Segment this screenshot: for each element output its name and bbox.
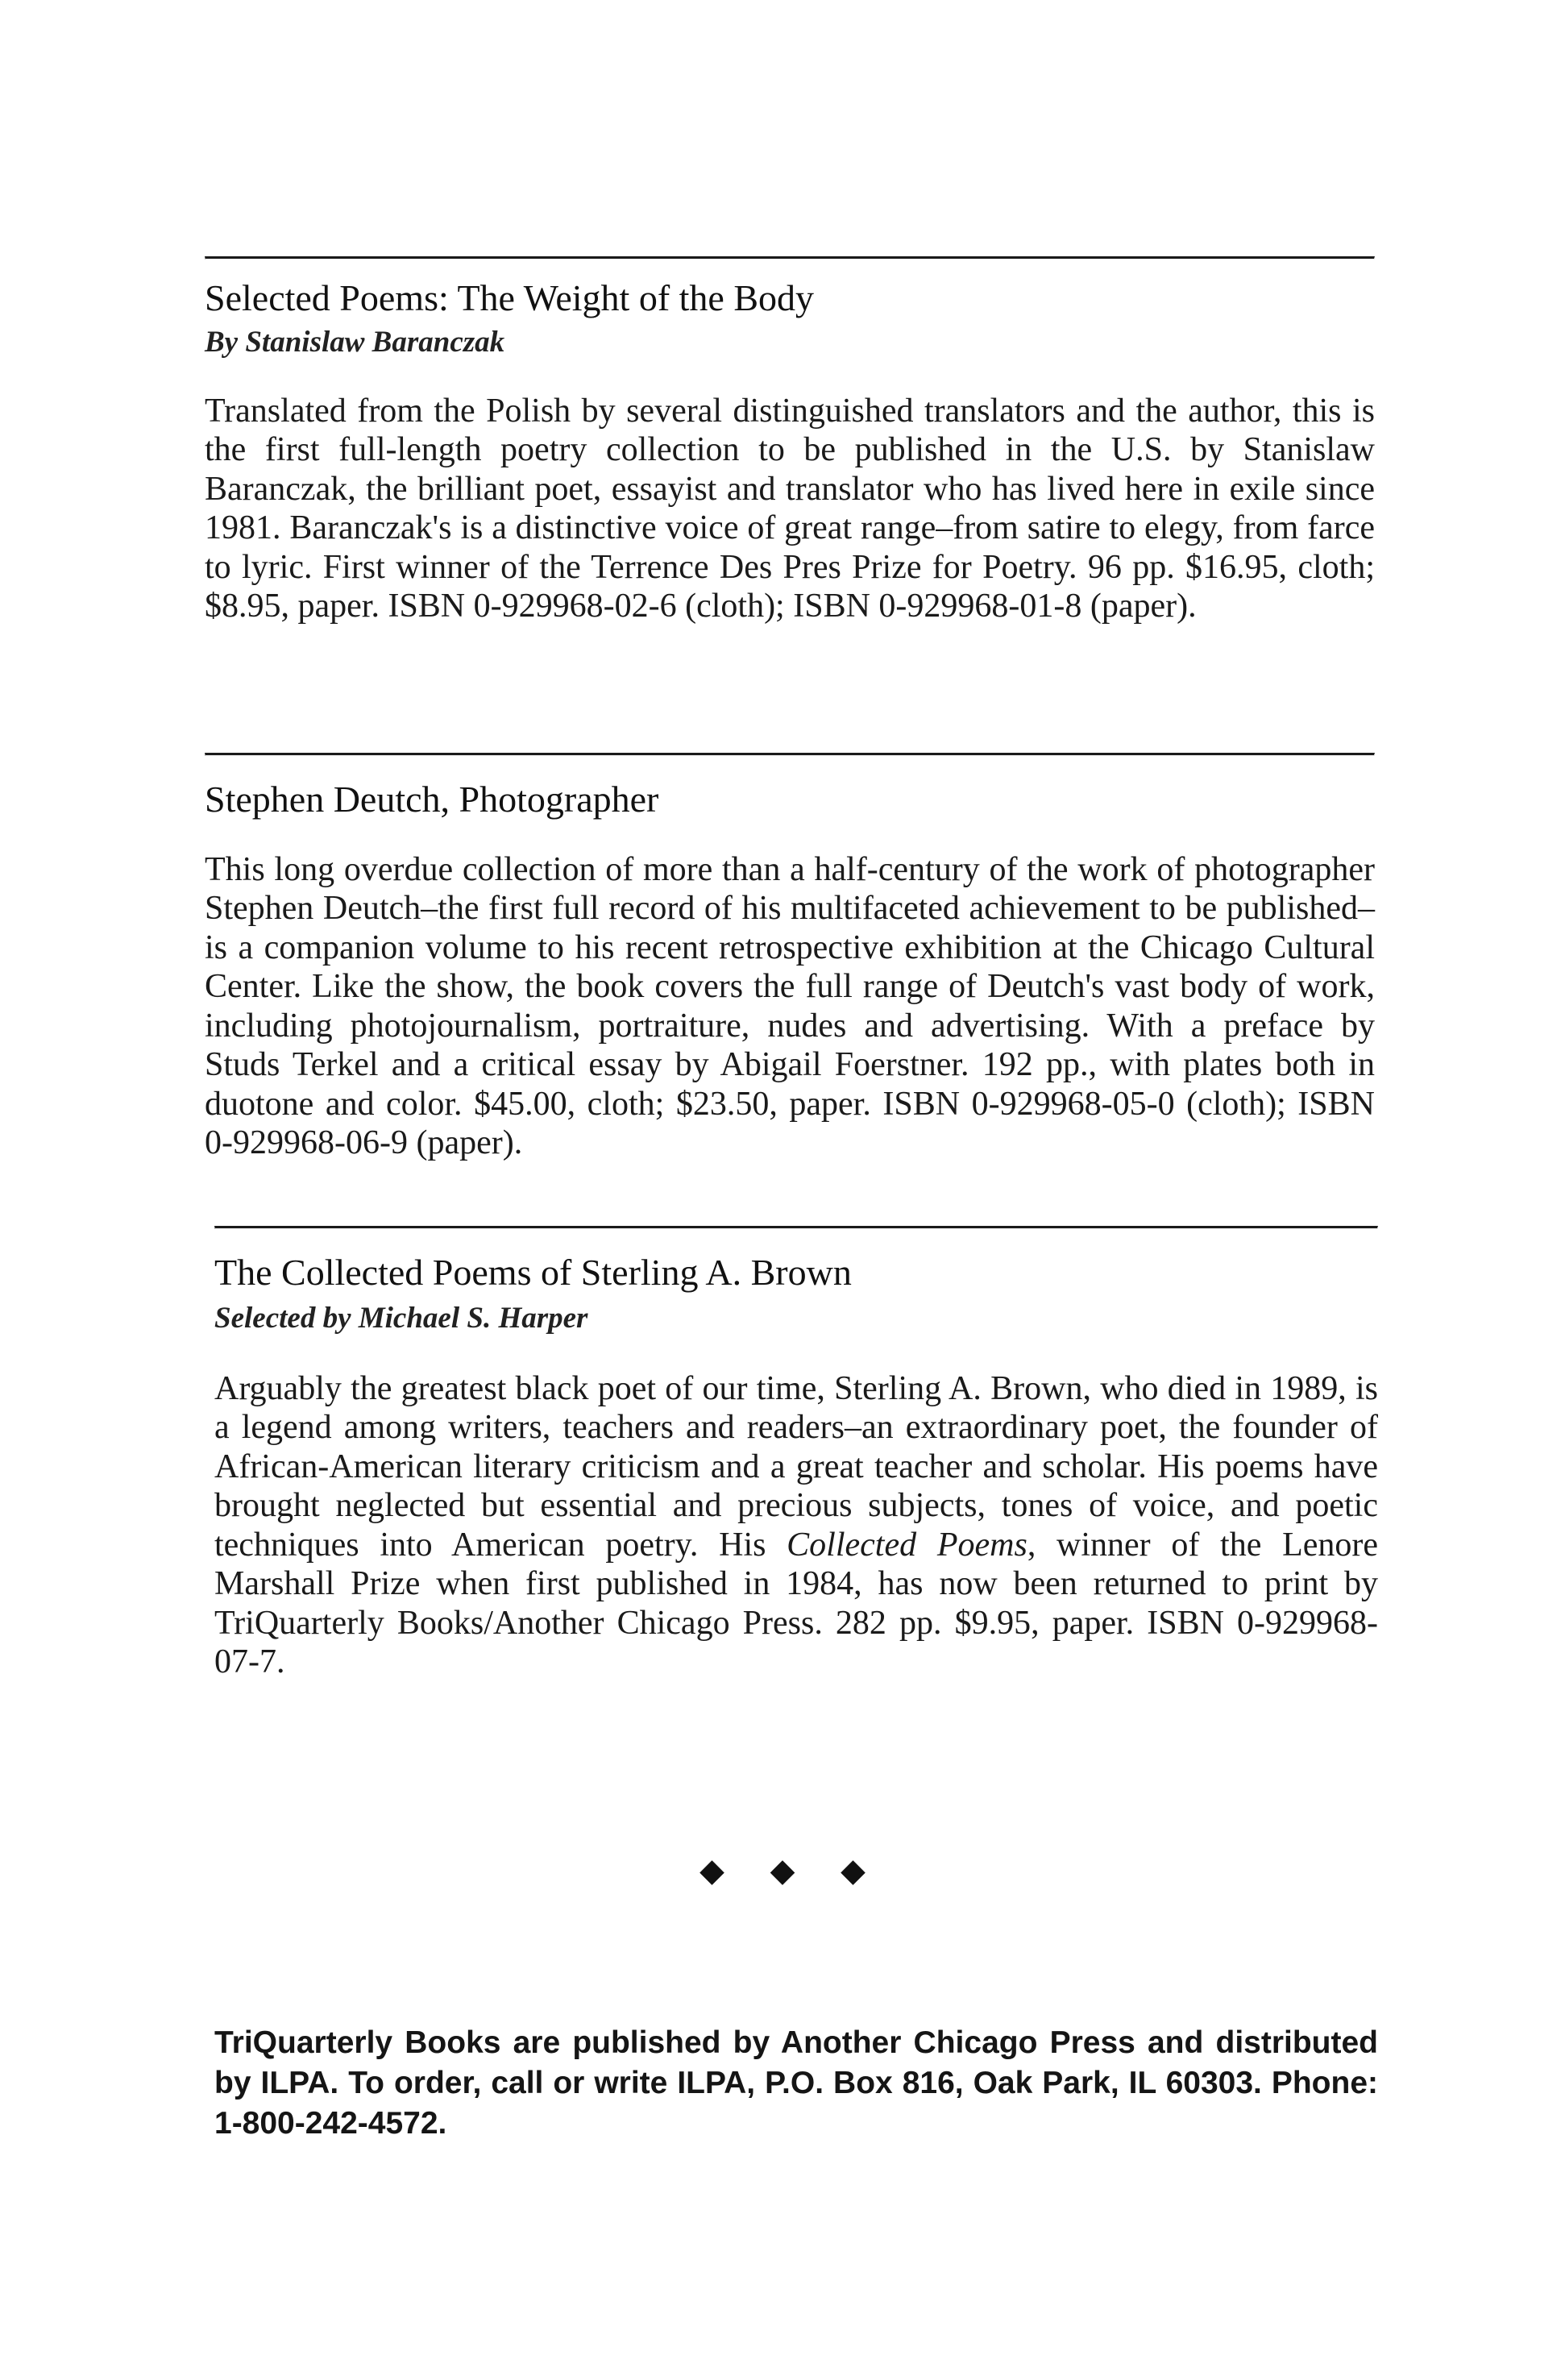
book-title: The Collected Poems of Sterling A. Brown xyxy=(214,1252,852,1293)
section-divider xyxy=(205,256,1375,260)
diamond-icon: ◆ xyxy=(841,1852,866,1889)
diamond-icon: ◆ xyxy=(770,1852,795,1889)
description-text: , winner of the Lenore Marshall Prize when first published in 1984, has now been returned to print by TriQuarterly Books/Another Chicago Press. 282 pp. $9.95, paper. ISBN 0-929968-07-7. xyxy=(214,1526,1378,1681)
book-description xyxy=(214,1369,1378,1682)
book-entry-weight-of-the-body xyxy=(205,256,1375,626)
book-byline: By Stanislaw Baranczak xyxy=(205,325,505,359)
book-description: Translated from the Polish by several distinguished translators and the author, this is the first full-length poetry collection to be published in the U.S. by Stanislaw Baranczak, the brilliant poet, essayist and translator who has lived here in exile since 1981. Baranczak's is a distinctive voice of great range–from satire to elegy, from farce to lyric. First winner of the Terrence Des Pres Prize for Poetry. 96 pp. $16.95, cloth; $8.95, paper. ISBN 0-929968-02-6 (cloth); ISBN 0-929968-01-8 (paper). xyxy=(205,392,1375,625)
section-divider xyxy=(214,1226,1378,1229)
book-description: This long overdue collection of more than a half-century of the work of photographer Stephen Deutch–the first full record of his multifaceted achievement to be published–is a companion volume to his recent retrospective exhibition at the Chicago Cultural Center. Like the show, the book covers the full range of Deutch's vast body of work, including photojournalism, portraiture, nudes and advertising. With a preface by Studs Terkel and a critical essay by Abigail Foerstner. 192 pp., with plates both in duotone and color. $45.00, cloth; $23.50, paper. ISBN 0-929968-05-0 (cloth); ISBN 0-929968-06-9 (paper). xyxy=(205,850,1375,1162)
book-byline: Selected by Michael S. Harper xyxy=(214,1301,588,1335)
ordering-information: TriQuarterly Books are published by Another Chicago Press and distributed by ILPA. To order, call or write ILPA, P.O. Box 816, Oak Park, IL 60303. Phone: 1-800-242-4572. xyxy=(214,2025,1378,2141)
ornament-divider xyxy=(0,1852,1565,1889)
description-text: Arguably the greatest black poet of our time, Sterling A. Brown, who died in 1989, is a legend among writers, teachers and readers–an extraordinary poet, the founder of African-American literary criticism and a great teacher and scholar. His poems have brought neglected but essential and precious subjects, tones of voice, and poetic techniques into American poetry. His xyxy=(214,1369,1378,1564)
diamond-icon: ◆ xyxy=(699,1852,724,1889)
book-entry-stephen-deutch xyxy=(205,753,1375,1163)
section-divider xyxy=(205,753,1375,756)
italic-book-title: Collected Poems xyxy=(787,1526,1027,1564)
book-title: Selected Poems: The Weight of the Body xyxy=(205,277,815,318)
book-entry-sterling-brown xyxy=(214,1226,1378,1682)
book-title: Stephen Deutch, Photographer xyxy=(205,779,659,820)
